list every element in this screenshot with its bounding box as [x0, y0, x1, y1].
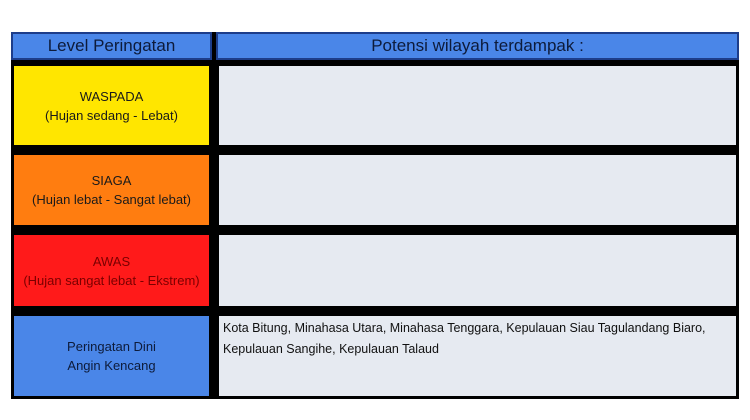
level-angin-desc: Angin Kencang — [67, 358, 156, 373]
area-awas-cell — [216, 232, 739, 309]
area-angin-kencang-cell: Kota Bitung, Minahasa Utara, Minahasa Tenggara, Kepulauan Siau Tagulandang Biaro, Kepulauan Sangihe, Kepulauan Talaud — [216, 313, 739, 399]
level-siaga-desc: (Hujan lebat - Sangat lebat) — [32, 192, 191, 207]
header-potensi-wilayah: Potensi wilayah terdampak : — [216, 32, 739, 60]
level-awas-cell — [11, 232, 212, 309]
level-angin-kencang-cell — [11, 313, 212, 399]
warning-level-table — [11, 32, 739, 399]
area-siaga-cell — [216, 152, 739, 228]
level-angin-name: Peringatan Dini — [67, 339, 156, 354]
level-awas-desc: (Hujan sangat lebat - Ekstrem) — [23, 272, 200, 288]
level-waspada-name: WASPADA — [79, 88, 144, 104]
level-waspada-cell — [11, 63, 212, 148]
level-siaga-name: SIAGA — [91, 173, 132, 188]
area-waspada-cell — [216, 63, 739, 148]
level-awas-name: AWAS — [92, 253, 131, 269]
level-siaga-cell — [11, 152, 212, 228]
header-level-peringatan: Level Peringatan — [11, 32, 212, 60]
level-waspada-desc: (Hujan sedang - Lebat) — [45, 107, 178, 123]
